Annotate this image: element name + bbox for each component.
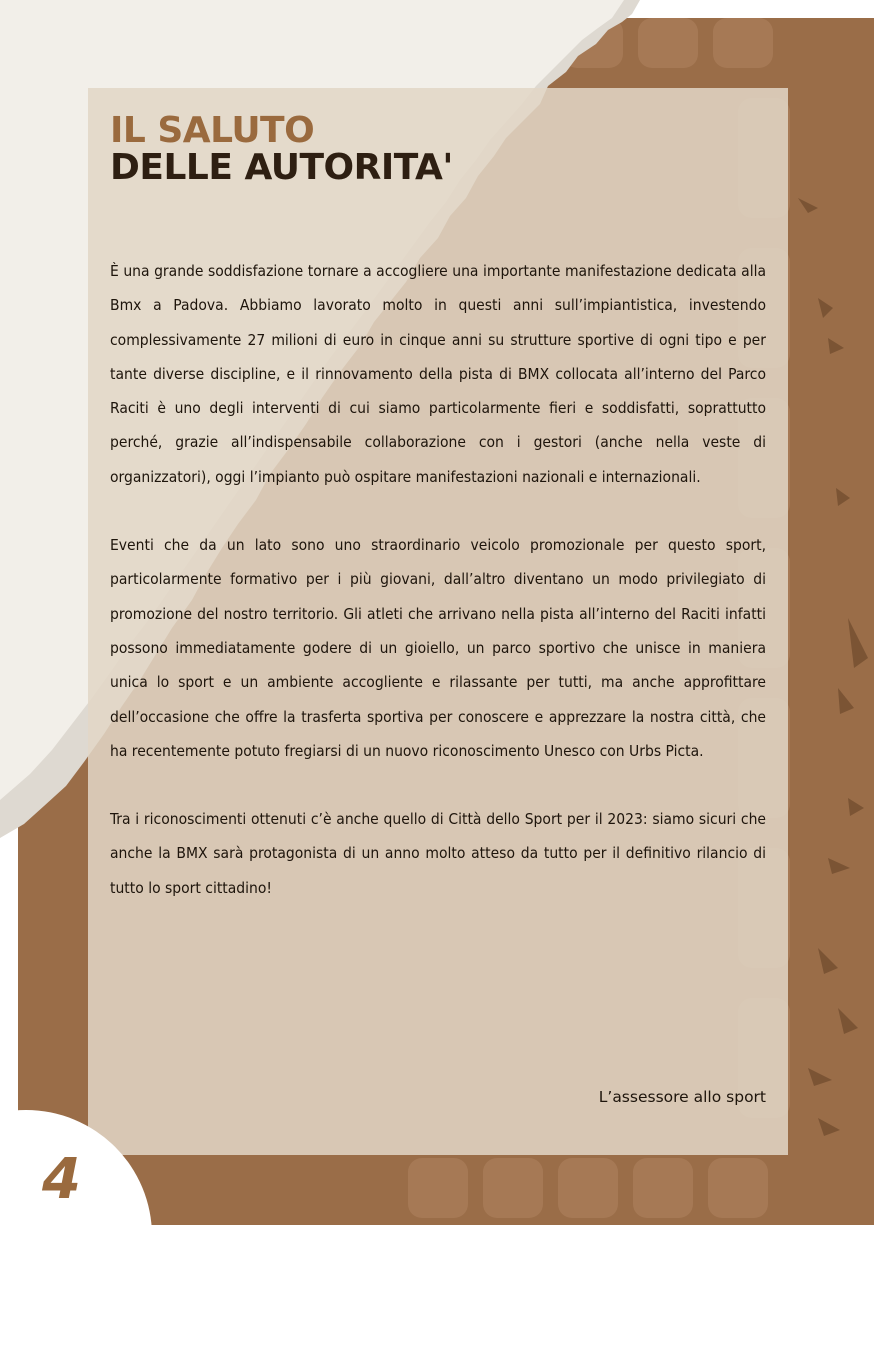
signature: L’assessore allo sport — [598, 1088, 766, 1106]
paragraph-1: È una grande soddisfazione tornare a accogliere una importante manifestazione dedicata alla Bmx a Padova. Abbiamo lavorato molto in questi anni sull’impiantistica, investendo complessivamente 27 milioni di euro in cinque anni su strutture sportive di ogni tipo e per tante diverse discipline, e il rinnovamento della pista di BMX collocata all’interno del Parco Raciti è uno degli interventi di cui siamo particolarmente fieri e soddisfatti, soprattutto perché, grazie all’indispensabile collaborazione con i gestori (anche nella veste di organizzatori), oggi l’impianto può ospitare manifestazioni nazionali e internazionali. — [110, 262, 766, 486]
article-body — [110, 254, 766, 939]
title-line-1: IL SALUTO — [110, 110, 315, 151]
paragraph-3: Tra i riconoscimenti ottenuti c’è anche quello di Città dello Sport per il 2023: siamo sicuri che anche la BMX sarà protagonista di un anno molto atteso da tutto per il definitivo rilancio di tutto lo sport cittadino! — [110, 810, 766, 897]
page-title — [110, 112, 453, 186]
page-number: 4 — [42, 1147, 81, 1212]
paragraph-2: Eventi che da un lato sono uno straordinario veicolo promozionale per questo sport, particolarmente formativo per i più giovani, dall’altro diventano un modo privilegiato di promozione del nostro territorio. Gli atleti che arrivano nella pista all’interno del Raciti infatti possono immediatamente godere di un gioiello, un parco sportivo che unisce in maniera unica lo sport e un ambiente accogliente e rilassante per tutti, ma anche approfittare dell’occasione che offre la trasferta sportiva per conoscere e apprezzare la nostra città, che ha recentemente potuto fregiarsi di un nuovo riconoscimento Unesco con Urbs Picta. — [110, 536, 766, 760]
title-line-2: DELLE AUTORITA' — [110, 147, 453, 188]
